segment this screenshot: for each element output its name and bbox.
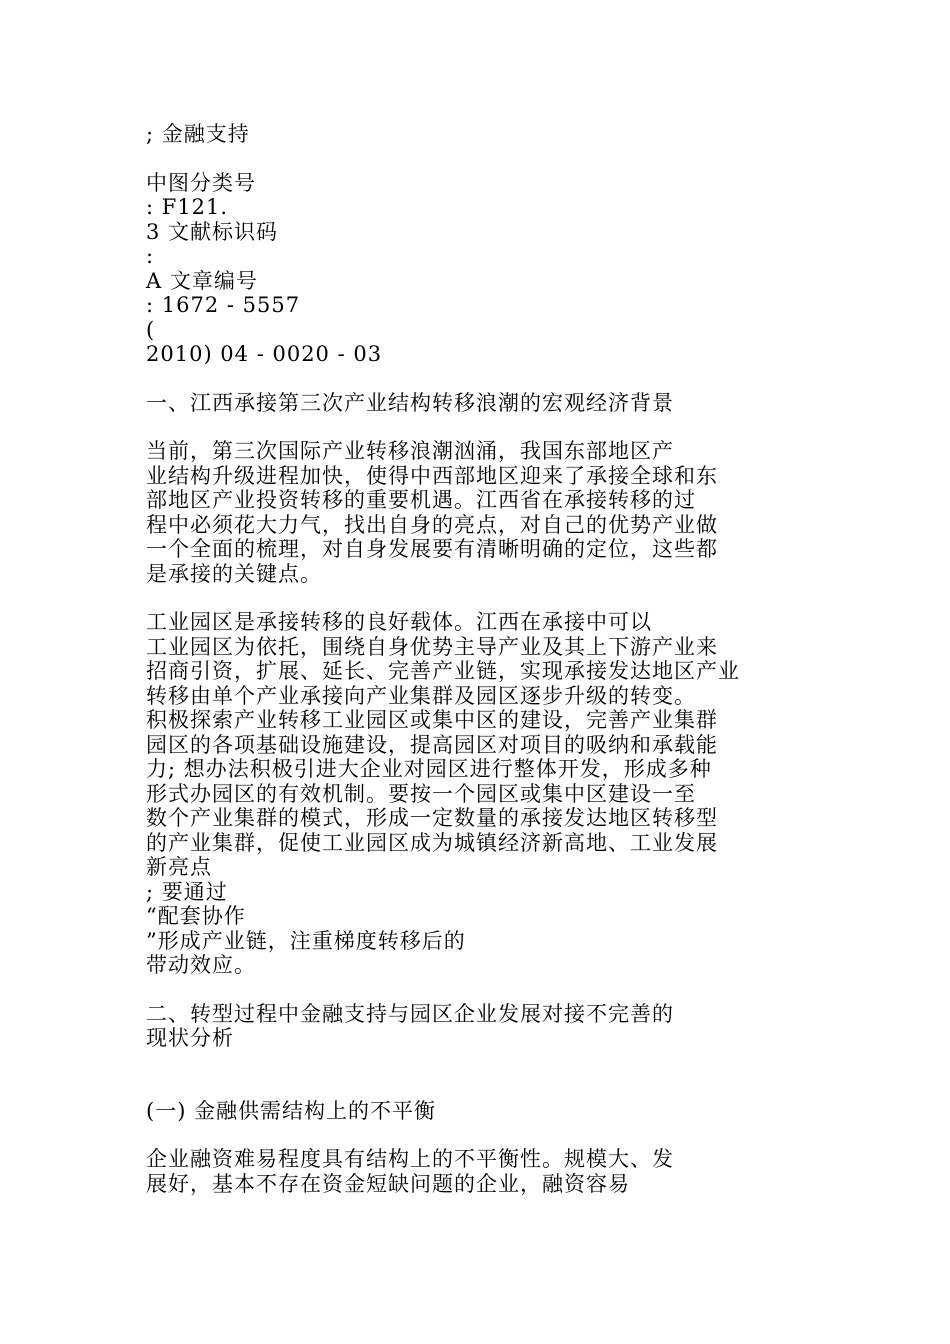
meta-line: A 文章编号 [146,268,258,293]
spacer [146,147,846,171]
spacer [146,367,846,391]
paragraph-line: “配套协作 [146,904,246,928]
paragraph-line: 一个全面的梳理，对自身发展要有清晰明确的定位，这些都 [146,537,718,561]
paragraph-line: 是承接的关键点。 [146,561,322,586]
paragraph-line: 当前，第三次国际产业转移浪潮汹涌，我国东部地区产 [146,439,674,463]
paragraph [146,610,846,978]
meta-line: ( [146,317,156,342]
section-heading: 一、江西承接第三次产业结构转移浪潮的宏观经济背景 [146,390,674,415]
paragraph-line: 企业融资难易程度具有结构上的不平衡性。规模大、发 [146,1147,674,1171]
paragraph-line: 工业园区为依托，围绕自身优势主导产业及其上下游产业来 [146,634,718,659]
spacer [146,1051,846,1099]
spacer [146,978,846,1002]
section-heading-line: 现状分析 [146,1026,234,1050]
keywords-tail: ; 金融支持 [146,122,250,146]
paragraph-line: 部地区产业投资转移的重要机遇。江西省在承接转移的过 [146,488,696,512]
paragraph-line: 积极探索产业转移工业园区或集中区的建设，完善产业集群 [146,708,718,732]
paragraph-line: ; 要通过 [146,879,228,904]
meta-line: 2010) 04 - 0020 - 03 [146,342,383,366]
meta-line: : 1672 - 5557 [146,293,301,317]
paragraph-line: 园区的各项基础设施建设，提高园区对项目的吸纳和承载能 [146,732,718,757]
spacer [146,415,846,439]
paragraph-line: 招商引资，扩展、延长、完善产业链，实现承接发达地区产业 [146,659,740,683]
section-heading-line: 二、转型过程中金融支持与园区企业发展对接不完善的 [146,1001,674,1026]
paragraph-line: 转移由单个产业承接向产业集群及园区逐步升级的转变。 [146,683,696,708]
paragraph-line: 形式办园区的有效机制。要按一个园区或集中区建设一至 [146,781,696,806]
article-meta [146,171,846,367]
meta-line: 3 文献标识码 [146,219,279,244]
paragraph-line: 新亮点 [146,855,212,879]
spacer [146,1123,846,1147]
meta-line: : [146,244,155,268]
paragraph-line: 带动效应。 [146,953,256,977]
paragraph-line: 业结构升级进程加快，使得中西部地区迎来了承接全球和东 [146,463,718,488]
section-heading [146,1002,846,1051]
paragraph-line: 力; 想办法积极引进大企业对园区进行整体开发，形成多种 [146,757,712,781]
paragraph-line: 工业园区是承接转移的良好载体。江西在承接中可以 [146,610,652,634]
paragraph [146,439,846,586]
paragraph-line: 数个产业集群的模式，形成一定数量的承接发达地区转移型 [146,806,718,830]
paragraph-line: 程中必须花大力气，找出自身的亮点，对自己的优势产业做 [146,512,718,537]
meta-line: 中图分类号 [146,170,256,195]
paragraph-line: 展好，基本不存在资金短缺问题的企业，融资容易 [146,1171,630,1196]
subsection-heading: (一) 金融供需结构上的不平衡 [146,1098,437,1123]
meta-line: : F121. [146,195,229,219]
paragraph-line: ”形成产业链，注重梯度转移后的 [146,928,466,953]
document-page [146,122,846,1196]
paragraph [146,1147,846,1196]
spacer [146,586,846,610]
paragraph-line: 的产业集群，促使工业园区成为城镇经济新高地、工业发展 [146,830,718,855]
